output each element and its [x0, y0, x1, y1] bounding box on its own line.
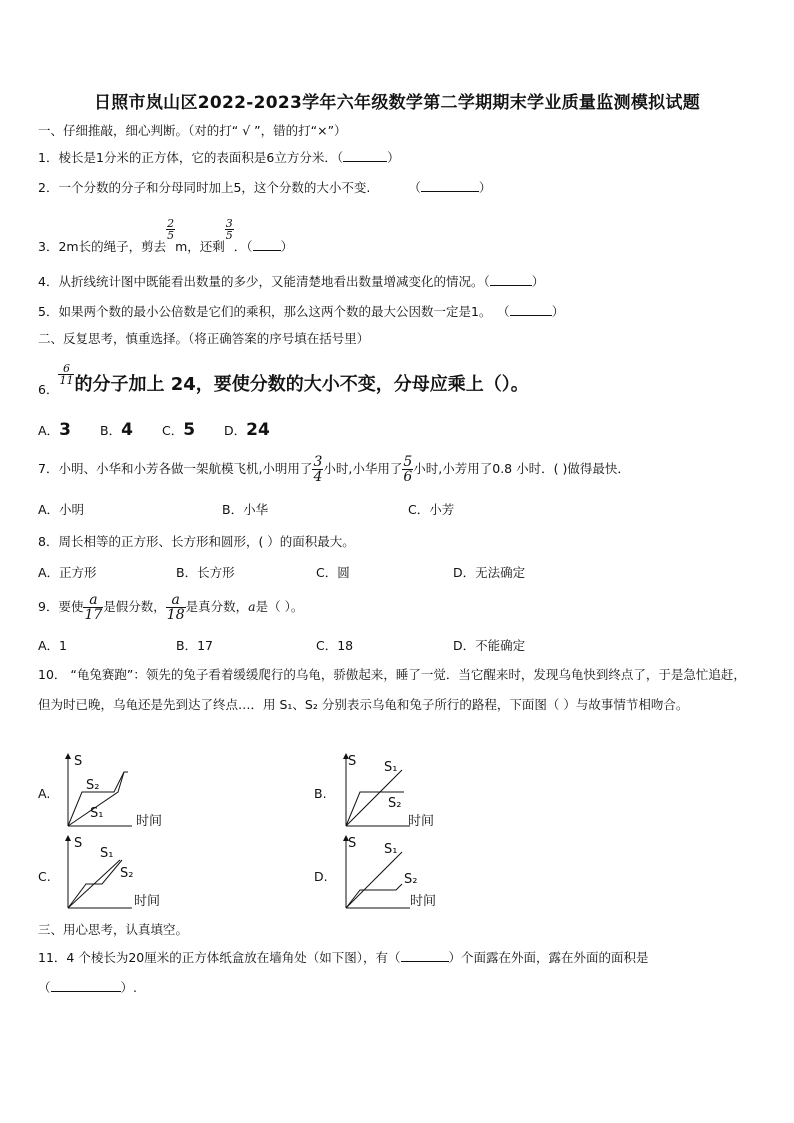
- q8-option-a[interactable]: A．正方形: [38, 565, 97, 580]
- question-9: [38, 593, 303, 622]
- q9-option-b[interactable]: B．17: [176, 638, 213, 653]
- question-7-text-b: 小时,小华用了: [323, 461, 403, 476]
- graph-d-s2-label: S₂: [404, 872, 418, 887]
- question-6-text: 的分子加上 24，要使分数的大小不变，分母应乘上（）。: [74, 374, 529, 395]
- fraction-a-17: $\frac{a}{17}$: [84, 592, 103, 623]
- graph-a-y-label: S: [74, 754, 83, 769]
- variable-a: a: [248, 599, 256, 614]
- q7-option-b[interactable]: B．小华: [222, 502, 269, 517]
- graph-a-s1-label: S₁: [90, 806, 104, 821]
- graph-b-x-label: 时间: [408, 814, 435, 829]
- question-7-text-a: 7．小明、小华和小芳各做一架航模飞机,小明用了: [38, 461, 313, 476]
- fraction-5-6: $\frac{5}{6}$: [403, 454, 413, 485]
- graph-b-s1-label: S₁: [384, 760, 398, 775]
- question-5-text: 5．如果两个数的最小公倍数是它们的乘积，那么这两个数的最大公因数一定是1。: [38, 304, 492, 319]
- fraction-6-11: $\frac{6}{11}$: [59, 362, 74, 387]
- answer-blank-2[interactable]: （ ）: [408, 180, 492, 195]
- q6-option-a[interactable]: A．3: [38, 420, 71, 440]
- graph-d-s2-line: [346, 884, 402, 908]
- question-9-text-d: 是（ ）。: [255, 599, 304, 614]
- q8-option-b[interactable]: B．长方形: [176, 565, 235, 580]
- question-8: 8．周长相等的正方形、长方形和圆形，( ）的面积最大。: [38, 534, 355, 549]
- question-11-text-b: ）个面露在外面，露在外面的面积是: [448, 950, 649, 965]
- q6-option-b[interactable]: B．4: [100, 420, 133, 440]
- graph-a-x-label: 时间: [136, 814, 163, 829]
- question-6-number: 6．: [38, 382, 59, 397]
- graph-c-option-label[interactable]: C.: [38, 869, 51, 884]
- question-11-line-2: [38, 978, 137, 996]
- graph-d-y-label: S: [348, 836, 357, 851]
- question-7-text-c: 小时,小芳用了0.8 小时．( )做得最快．: [413, 461, 630, 476]
- question-6: [38, 362, 529, 397]
- q9-option-d[interactable]: D．不能确定: [453, 638, 526, 653]
- answer-blank-11b[interactable]: [51, 979, 121, 992]
- graph-b-s2-label: S₂: [388, 796, 402, 811]
- q9-option-c[interactable]: C．18: [316, 638, 354, 653]
- question-11-text-d: ）.: [120, 980, 137, 995]
- question-3-text-a: 3．2m长的绳子，剪去: [38, 239, 167, 254]
- graph-c-x-label: 时间: [134, 894, 161, 909]
- answer-blank-5[interactable]: （ ）: [503, 304, 565, 319]
- question-1-text: 1．棱长是1分米的正方体，它的表面积是6立方分米．: [38, 150, 337, 165]
- fraction-3-5: $\frac{3}{5}$: [225, 217, 233, 242]
- question-9-text-c: 是真分数，: [185, 599, 249, 614]
- fraction-a-18: $\frac{a}{18}$: [166, 592, 185, 623]
- question-11-text-c: （: [38, 980, 51, 995]
- graph-d-option-label[interactable]: D.: [314, 869, 328, 884]
- q6-option-d[interactable]: D．24: [224, 420, 270, 440]
- question-9-text-a: 9．要使: [38, 599, 84, 614]
- graph-c-y-label: S: [74, 836, 83, 851]
- graph-c-s1-label: S₁: [100, 846, 114, 861]
- graph-d-s1-line: [346, 852, 402, 908]
- question-2: [38, 178, 491, 196]
- q8-option-c[interactable]: C．圆: [316, 565, 350, 580]
- graph-d-x-label: 时间: [410, 894, 437, 909]
- section-2-heading: 二、反复思考，慎重选择。（将正确答案的序号填在括号里）: [38, 331, 370, 346]
- answer-blank-3[interactable]: （ ）: [246, 239, 294, 254]
- question-7: [38, 455, 630, 484]
- question-9-text-b: 是假分数，: [103, 599, 166, 614]
- question-3-text-c: ．: [233, 239, 247, 254]
- q8-option-d[interactable]: D．无法确定: [453, 565, 526, 580]
- fraction-2-5: $\frac{2}{5}$: [167, 217, 175, 242]
- q7-option-a[interactable]: A．小明: [38, 502, 85, 517]
- section-3-heading: 三、用心思考，认真填空。: [38, 922, 189, 937]
- question-11: [38, 948, 649, 966]
- question-1: [38, 148, 400, 166]
- question-3: [38, 217, 294, 259]
- q9-option-a[interactable]: A．1: [38, 638, 68, 653]
- question-2-text: 2．一个分数的分子和分母同时加上5，这个分数的大小不变.: [38, 180, 371, 195]
- graph-b-y-label: S: [348, 754, 357, 769]
- graph-c-s2-label: S₂: [120, 866, 134, 881]
- graph-b-option-label[interactable]: B.: [314, 786, 327, 801]
- page-title: 日照市岚山区2022-2023学年六年级数学第二学期期末学业质量监测模拟试题: [93, 93, 701, 113]
- question-10: 10． “龟兔赛跑”：领先的兔子看着缓缓爬行的乌龟，骄傲起来，睡了一觉．当它醒来时，发现乌龟快到终点了，于是急忙追赶，但为时已晚，乌龟还是先到达了终点…．用 S₁、S₂ 分别表示乌龟和兔子所行的路程，下面图（ ）与故事情节相吻合。: [38, 667, 746, 712]
- q7-option-c[interactable]: C．小芳: [408, 502, 455, 517]
- graph-d-s1-label: S₁: [384, 842, 398, 857]
- answer-blank-11a[interactable]: [401, 949, 449, 962]
- graph-c-s1-line: [68, 860, 120, 908]
- graph-a-s2-label: S₂: [86, 778, 100, 793]
- answer-blank-1[interactable]: （ ）: [336, 150, 400, 165]
- question-4-text: 4．从折线统计图中既能看出数量的多少，又能清楚地看出数量增减变化的情况。: [38, 274, 484, 289]
- question-5: [38, 302, 564, 320]
- section-1-heading: 一、仔细推敲，细心判断。（对的打“ √ ”，错的打“×”）: [38, 123, 347, 138]
- question-3-text-b: m，还剩: [175, 239, 225, 254]
- question-4: [38, 272, 544, 290]
- graph-a-option-label[interactable]: A.: [38, 786, 51, 801]
- answer-blank-4[interactable]: （ ）: [483, 274, 545, 289]
- fraction-3-4: $\frac{3}{4}$: [313, 454, 323, 485]
- question-11-text-a: 11．4 个棱长为20厘米的正方体纸盒放在墙角处（如下图），有（: [38, 950, 401, 965]
- q6-option-c[interactable]: C．5: [162, 420, 196, 440]
